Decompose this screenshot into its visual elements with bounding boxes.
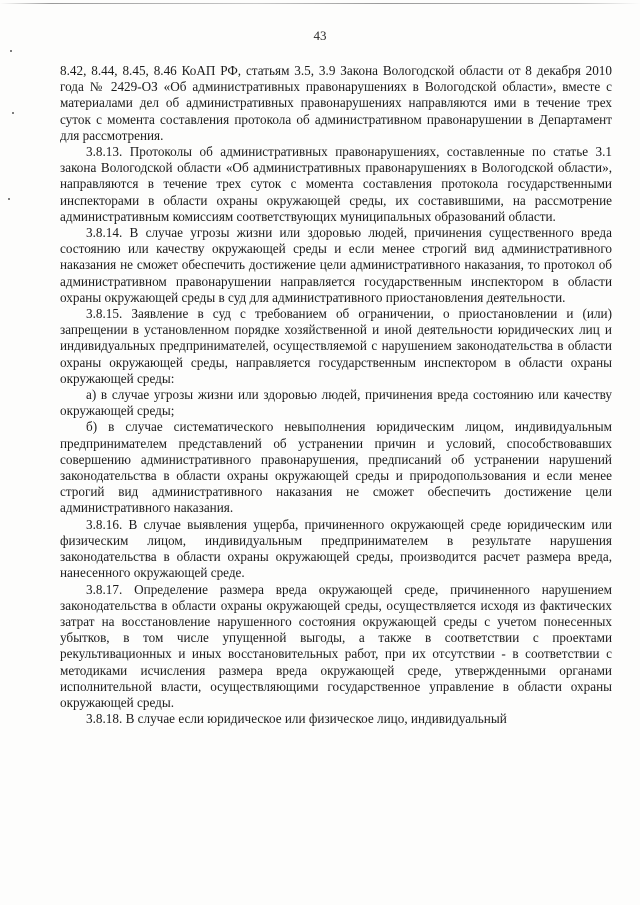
- scan-speck: [12, 112, 14, 114]
- paragraph-3-8-15: 3.8.15. Заявление в суд с требованием об ограничении, о приостановлении и (или) запрещении в установленном порядке хозяйственной и иной деятельности юридических лиц и индивидуальных предпринимателей, осуществляемой с нарушением законодательства в области охраны окружающей среды, направляется государственным инспектором в области охраны окружающей среды:: [60, 306, 612, 386]
- list-item-a: а) в случае угрозы жизни или здоровью людей, причинения вреда состоянию или качеству окружающей среды;: [60, 387, 612, 419]
- paragraph-3-8-14: 3.8.14. В случае угрозы жизни или здоровью людей, причинения существенного вреда состоянию или качеству окружающей среды и если менее строгий вид административного наказания не сможет обеспечить достижение цели административного наказания, то протокол об административном правонарушении направляется государственным инспектором в области охраны окружающей среды в суд для административного приостановления деятельности.: [60, 225, 612, 305]
- document-body: [60, 63, 612, 727]
- paragraph-3-8-13: 3.8.13. Протоколы об административных правонарушениях, составленные по статье 3.1 закона Вологодской области «Об административных правонарушениях в Вологодской области», направляются в течение трех суток с момента составления протокола государственными инспекторами в области охраны окружающей среды, их составившими, на рассмотрение административным комиссиям соответствующих муниципальных образований области.: [60, 144, 612, 224]
- paragraph-continuation: 8.42, 8.44, 8.45, 8.46 КоАП РФ, статьям 3.5, 3.9 Закона Вологодской области от 8 декабря 2010 года № 2429-ОЗ «Об административных правонарушениях в Вологодской области», вместе с материалами дел об административных правонарушениях направляются ими в течение трех суток с момента составления протокола об административном правонарушении в Департамент для рассмотрения.: [60, 63, 612, 143]
- list-item-b: б) в случае систематического невыполнения юридическим лицом, индивидуальным предпринимателем представлений об устранении причин и условий, способствовавших совершению административного правонарушения, предписаний об устранении нарушений законодательства в области охраны окружающей среды и природопользования и если менее строгий вид административного наказания не сможет обеспечить достижение цели административного наказания.: [60, 419, 612, 516]
- paragraph-3-8-18: 3.8.18. В случае если юридическое или физическое лицо, индивидуальный: [86, 711, 507, 727]
- scan-speck: [10, 50, 12, 52]
- page-number: 43: [313, 28, 327, 43]
- paragraph-3-8-16: 3.8.16. В случае выявления ущерба, причиненного окружающей среде юридическим или физическим лицом, индивидуальным предпринимателем в результате нарушения законодательства в области охраны окружающей среды, производится расчет размера вреда, нанесенного окружающей среде.: [60, 516, 612, 581]
- paragraph-3-8-17: 3.8.17. Определение размера вреда окружающей среде, причиненного нарушением законодательства в области охраны окружающей среды, осуществляется исходя из фактических затрат на восстановление нарушенного состояния окружающей среды с учетом понесенных убытков, в том числе упущенной выгоды, а также в соответствии с проектами рекультивационных и иных восстановительных работ, при их отсутствии - в соответствии с методиками исчисления размера вреда окружающей среде, утвержденными органами исполнительной власти, осуществляющими государственное управление в области охраны окружающей среды.: [60, 581, 612, 710]
- scan-top-edge: [0, 3, 640, 4]
- scan-speck: [8, 198, 10, 200]
